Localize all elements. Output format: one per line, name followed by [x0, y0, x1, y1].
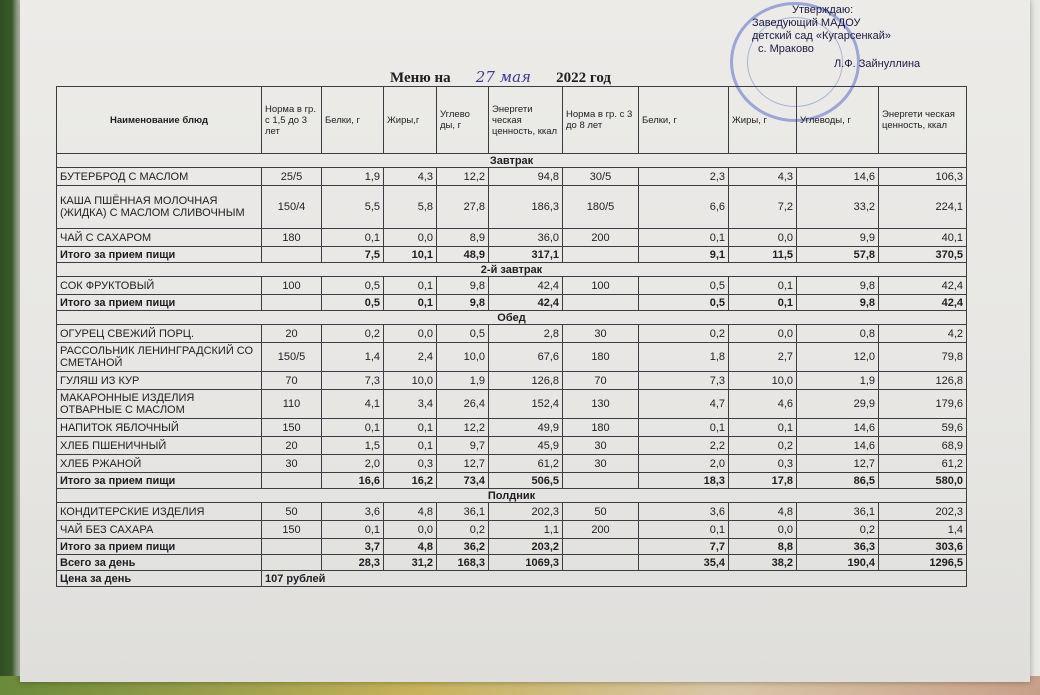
nutrient-value: 202,3 — [879, 503, 967, 521]
portion-norm: 200 — [563, 229, 639, 247]
total-c1: 9,8 — [437, 295, 489, 311]
nutrient-value: 68,9 — [879, 437, 967, 455]
nutrient-value: 7,2 — [729, 186, 797, 229]
dish-name: БУТЕРБРОД С МАСЛОМ — [57, 168, 262, 186]
nutrient-value: 1,5 — [322, 437, 384, 455]
total-norm-old — [563, 247, 639, 263]
approval-signatory: Л.Ф. Зайнуллина — [834, 58, 921, 70]
dish-name: ЧАЙ С САХАРОМ — [57, 229, 262, 247]
section-row — [57, 263, 967, 277]
dish-name: РАССОЛЬНИК ЛЕНИНГРАДСКИЙ СО СМЕТАНОЙ — [57, 343, 262, 372]
approval-line-2: Заведующий МАДОУ — [752, 17, 861, 29]
title-prefix: Меню на — [390, 70, 451, 86]
nutrient-value: 9,8 — [797, 277, 879, 295]
header-energy-1: Энергети ческая ценность, ккал — [489, 87, 563, 154]
total-norm-old — [563, 295, 639, 311]
nutrient-value: 4,1 — [322, 390, 384, 419]
total-norm-old — [563, 539, 639, 555]
nutrient-value: 9,9 — [797, 229, 879, 247]
portion-norm: 30 — [563, 325, 639, 343]
nutrient-value: 202,3 — [489, 503, 563, 521]
total-p1: 7,5 — [322, 247, 384, 263]
nutrient-value: 3,4 — [384, 390, 437, 419]
nutrient-value: 106,3 — [879, 168, 967, 186]
page-title — [390, 68, 690, 87]
nutrient-value: 1,9 — [797, 372, 879, 390]
nutrient-value: 0,0 — [384, 325, 437, 343]
nutrient-value: 0,1 — [322, 419, 384, 437]
nutrient-value: 1,4 — [879, 521, 967, 539]
total-e2: 580,0 — [879, 473, 967, 489]
portion-norm: 180 — [262, 229, 322, 247]
nutrient-value: 2,0 — [322, 455, 384, 473]
total-f1: 31,2 — [384, 555, 437, 571]
table-row — [57, 186, 967, 229]
total-e1: 42,4 — [489, 295, 563, 311]
total-c1: 168,3 — [437, 555, 489, 571]
nutrient-value: 7,3 — [639, 372, 729, 390]
meal-total-row — [57, 539, 967, 555]
portion-norm: 20 — [262, 437, 322, 455]
nutrient-value: 36,1 — [797, 503, 879, 521]
section-row — [57, 311, 967, 325]
table-row — [57, 437, 967, 455]
total-e2: 42,4 — [879, 295, 967, 311]
header-protein-2: Белки, г — [639, 87, 729, 154]
total-c1: 48,9 — [437, 247, 489, 263]
nutrient-value: 152,4 — [489, 390, 563, 419]
section-title: Завтрак — [57, 154, 967, 168]
nutrient-value: 224,1 — [879, 186, 967, 229]
table-row — [57, 372, 967, 390]
nutrient-value: 36,1 — [437, 503, 489, 521]
portion-norm: 180/5 — [563, 186, 639, 229]
total-label: Итого за прием пищи — [57, 539, 262, 555]
nutrient-value: 4,8 — [729, 503, 797, 521]
nutrient-value: 0,1 — [729, 419, 797, 437]
nutrient-value: 0,1 — [384, 419, 437, 437]
nutrient-value: 40,1 — [879, 229, 967, 247]
section-row — [57, 489, 967, 503]
nutrient-value: 0,0 — [384, 229, 437, 247]
total-f1: 0,1 — [384, 295, 437, 311]
meal-total-row — [57, 473, 967, 489]
header-carbs-2: Углеводы, г — [797, 87, 879, 154]
table-row — [57, 277, 967, 295]
nutrient-value: 12,2 — [437, 419, 489, 437]
section-title: Полдник — [57, 489, 967, 503]
nutrient-value: 4,7 — [639, 390, 729, 419]
nutrient-value: 7,3 — [322, 372, 384, 390]
total-f2: 0,1 — [729, 295, 797, 311]
nutrient-value: 4,6 — [729, 390, 797, 419]
total-norm-young — [262, 539, 322, 555]
portion-norm: 25/5 — [262, 168, 322, 186]
nutrient-value: 14,6 — [797, 168, 879, 186]
portion-norm: 200 — [563, 521, 639, 539]
nutrient-value: 26,4 — [437, 390, 489, 419]
header-protein-1: Белки, г — [322, 87, 384, 154]
nutrient-value: 0,2 — [437, 521, 489, 539]
nutrient-value: 0,2 — [639, 325, 729, 343]
table-row — [57, 521, 967, 539]
nutrient-value: 49,9 — [489, 419, 563, 437]
nutrient-value: 0,0 — [384, 521, 437, 539]
nutrient-value: 0,1 — [322, 521, 384, 539]
nutrient-value: 61,2 — [489, 455, 563, 473]
nutrient-value: 4,3 — [384, 168, 437, 186]
header-dish: Наименование блюд — [57, 87, 262, 154]
nutrient-value: 2,2 — [639, 437, 729, 455]
portion-norm: 150/5 — [262, 343, 322, 372]
menu-table — [56, 86, 967, 587]
total-e1: 506,5 — [489, 473, 563, 489]
price-row — [57, 571, 967, 587]
nutrient-value: 9,8 — [437, 277, 489, 295]
nutrient-value: 0,3 — [384, 455, 437, 473]
dish-name: КАША ПШЁННАЯ МОЛОЧНАЯ (ЖИДКА) С МАСЛОМ СЛИВОЧНЫМ — [57, 186, 262, 229]
nutrient-value: 9,7 — [437, 437, 489, 455]
nutrient-value: 3,6 — [639, 503, 729, 521]
nutrient-value: 10,0 — [729, 372, 797, 390]
portion-norm: 50 — [563, 503, 639, 521]
nutrient-value: 33,2 — [797, 186, 879, 229]
dish-name: ХЛЕБ РЖАНОЙ — [57, 455, 262, 473]
table-row — [57, 343, 967, 372]
day-total-row — [57, 555, 967, 571]
total-p1: 28,3 — [322, 555, 384, 571]
header-row — [57, 87, 967, 154]
nutrient-value: 12,0 — [797, 343, 879, 372]
nutrient-value: 42,4 — [879, 277, 967, 295]
nutrient-value: 12,2 — [437, 168, 489, 186]
nutrient-value: 0,0 — [729, 325, 797, 343]
total-label: Итого за прием пищи — [57, 473, 262, 489]
total-e1: 1069,3 — [489, 555, 563, 571]
header-energy-2: Энергети ческая ценность, ккал — [879, 87, 967, 154]
portion-norm: 180 — [563, 343, 639, 372]
total-label: Итого за прием пищи — [57, 247, 262, 263]
nutrient-value: 14,6 — [797, 419, 879, 437]
nutrient-value: 126,8 — [489, 372, 563, 390]
nutrient-value: 42,4 — [489, 277, 563, 295]
table-row — [57, 390, 967, 419]
header-fat-2: Жиры, г — [729, 87, 797, 154]
nutrient-value: 12,7 — [437, 455, 489, 473]
portion-norm: 150 — [262, 419, 322, 437]
portion-norm: 110 — [262, 390, 322, 419]
nutrient-value: 79,8 — [879, 343, 967, 372]
nutrient-value: 10,0 — [384, 372, 437, 390]
nutrient-value: 29,9 — [797, 390, 879, 419]
section-title: Обед — [57, 311, 967, 325]
nutrient-value: 0,5 — [639, 277, 729, 295]
nutrient-value: 5,5 — [322, 186, 384, 229]
total-f1: 4,8 — [384, 539, 437, 555]
table-row — [57, 229, 967, 247]
header-norm-old: Норма в гр. с 3 до 8 лет — [563, 87, 639, 154]
nutrient-value: 4,2 — [879, 325, 967, 343]
approval-block — [752, 4, 972, 71]
total-p1: 16,6 — [322, 473, 384, 489]
total-c2: 86,5 — [797, 473, 879, 489]
nutrient-value: 0,5 — [437, 325, 489, 343]
total-f2: 11,5 — [729, 247, 797, 263]
portion-norm: 130 — [563, 390, 639, 419]
dish-name: ОГУРЕЦ СВЕЖИЙ ПОРЦ. — [57, 325, 262, 343]
total-c2: 57,8 — [797, 247, 879, 263]
nutrient-value: 0,8 — [797, 325, 879, 343]
total-norm-young — [262, 555, 322, 571]
total-norm-young — [262, 295, 322, 311]
total-p2: 18,3 — [639, 473, 729, 489]
total-c2: 9,8 — [797, 295, 879, 311]
table-row — [57, 503, 967, 521]
nutrient-value: 3,6 — [322, 503, 384, 521]
dish-name: МАКАРОННЫЕ ИЗДЕЛИЯ ОТВАРНЫЕ С МАСЛОМ — [57, 390, 262, 419]
nutrient-value: 36,0 — [489, 229, 563, 247]
nutrient-value: 1,9 — [437, 372, 489, 390]
total-e2: 303,6 — [879, 539, 967, 555]
nutrient-value: 2,4 — [384, 343, 437, 372]
total-label: Всего за день — [57, 555, 262, 571]
total-f1: 10,1 — [384, 247, 437, 263]
nutrient-value: 0,1 — [322, 229, 384, 247]
total-c1: 36,2 — [437, 539, 489, 555]
dish-name: НАПИТОК ЯБЛОЧНЫЙ — [57, 419, 262, 437]
total-p2: 9,1 — [639, 247, 729, 263]
total-c1: 73,4 — [437, 473, 489, 489]
nutrient-value: 0,5 — [322, 277, 384, 295]
nutrient-value: 4,3 — [729, 168, 797, 186]
portion-norm: 30 — [563, 455, 639, 473]
nutrient-value: 12,7 — [797, 455, 879, 473]
nutrient-value: 179,6 — [879, 390, 967, 419]
nutrient-value: 0,1 — [639, 521, 729, 539]
portion-norm: 70 — [563, 372, 639, 390]
total-e2: 370,5 — [879, 247, 967, 263]
total-f1: 16,2 — [384, 473, 437, 489]
section-title: 2-й завтрак — [57, 263, 967, 277]
nutrient-value: 4,8 — [384, 503, 437, 521]
total-p2: 0,5 — [639, 295, 729, 311]
nutrient-value: 186,3 — [489, 186, 563, 229]
total-label: Итого за прием пищи — [57, 295, 262, 311]
approval-line-3: детский сад «Кугарсенкай» — [752, 30, 891, 42]
nutrient-value: 2,0 — [639, 455, 729, 473]
portion-norm: 50 — [262, 503, 322, 521]
dish-name: ХЛЕБ ПШЕНИЧНЫЙ — [57, 437, 262, 455]
nutrient-value: 0,2 — [322, 325, 384, 343]
header-fat-1: Жиры,г — [384, 87, 437, 154]
total-e1: 203,2 — [489, 539, 563, 555]
nutrient-value: 2,3 — [639, 168, 729, 186]
dish-name: СОК ФРУКТОВЫЙ — [57, 277, 262, 295]
total-c2: 190,4 — [797, 555, 879, 571]
nutrient-value: 27,8 — [437, 186, 489, 229]
total-norm-old — [563, 555, 639, 571]
header-norm-young: Норма в гр. с 1,5 до 3 лет — [262, 87, 322, 154]
total-norm-young — [262, 473, 322, 489]
nutrient-value: 14,6 — [797, 437, 879, 455]
nutrient-value: 0,1 — [384, 437, 437, 455]
section-row — [57, 154, 967, 168]
title-date: 27 мая — [460, 68, 546, 87]
dish-name: ГУЛЯШ ИЗ КУР — [57, 372, 262, 390]
dish-name: КОНДИТЕРСКИЕ ИЗДЕЛИЯ — [57, 503, 262, 521]
total-f2: 38,2 — [729, 555, 797, 571]
title-year: 2022 год — [556, 70, 611, 86]
nutrient-value: 2,7 — [729, 343, 797, 372]
nutrient-value: 0,1 — [729, 277, 797, 295]
nutrient-value: 59,6 — [879, 419, 967, 437]
approval-line-4: с. Мраково — [758, 43, 814, 55]
approval-line-1: Утверждаю: — [792, 4, 854, 16]
table-row — [57, 325, 967, 343]
nutrient-value: 0,1 — [639, 419, 729, 437]
nutrient-value: 94,8 — [489, 168, 563, 186]
meal-total-row — [57, 247, 967, 263]
table-row — [57, 419, 967, 437]
total-f2: 8,8 — [729, 539, 797, 555]
nutrient-value: 0,2 — [797, 521, 879, 539]
portion-norm: 30 — [262, 455, 322, 473]
nutrient-value: 0,1 — [384, 277, 437, 295]
total-e1: 317,1 — [489, 247, 563, 263]
total-p1: 0,5 — [322, 295, 384, 311]
nutrient-value: 0,1 — [639, 229, 729, 247]
nutrient-value: 0,0 — [729, 521, 797, 539]
portion-norm: 30 — [563, 437, 639, 455]
nutrient-value: 61,2 — [879, 455, 967, 473]
portion-norm: 150/4 — [262, 186, 322, 229]
nutrient-value: 45,9 — [489, 437, 563, 455]
total-p2: 35,4 — [639, 555, 729, 571]
portion-norm: 30/5 — [563, 168, 639, 186]
nutrient-value: 126,8 — [879, 372, 967, 390]
price-value: 107 рублей — [262, 571, 967, 587]
nutrient-value: 0,2 — [729, 437, 797, 455]
total-e2: 1296,5 — [879, 555, 967, 571]
total-norm-young — [262, 247, 322, 263]
total-norm-old — [563, 473, 639, 489]
table-row — [57, 168, 967, 186]
portion-norm: 180 — [563, 419, 639, 437]
total-c2: 36,3 — [797, 539, 879, 555]
nutrient-value: 1,4 — [322, 343, 384, 372]
total-p1: 3,7 — [322, 539, 384, 555]
portion-norm: 70 — [262, 372, 322, 390]
price-label: Цена за день — [57, 571, 262, 587]
nutrient-value: 1,9 — [322, 168, 384, 186]
meal-total-row — [57, 295, 967, 311]
nutrient-value: 10,0 — [437, 343, 489, 372]
portion-norm: 150 — [262, 521, 322, 539]
nutrient-value: 0,3 — [729, 455, 797, 473]
portion-norm: 100 — [563, 277, 639, 295]
portion-norm: 100 — [262, 277, 322, 295]
nutrient-value: 1,1 — [489, 521, 563, 539]
nutrient-value: 1,8 — [639, 343, 729, 372]
nutrient-value: 6,6 — [639, 186, 729, 229]
total-f2: 17,8 — [729, 473, 797, 489]
portion-norm: 20 — [262, 325, 322, 343]
nutrient-value: 2,8 — [489, 325, 563, 343]
nutrient-value: 67,6 — [489, 343, 563, 372]
nutrient-value: 8,9 — [437, 229, 489, 247]
total-p2: 7,7 — [639, 539, 729, 555]
dish-name: ЧАЙ БЕЗ САХАРА — [57, 521, 262, 539]
nutrient-value: 5,8 — [384, 186, 437, 229]
menu-body — [57, 154, 967, 587]
header-carbs-1: Углево ды, г — [437, 87, 489, 154]
table-row — [57, 455, 967, 473]
nutrient-value: 0,0 — [729, 229, 797, 247]
